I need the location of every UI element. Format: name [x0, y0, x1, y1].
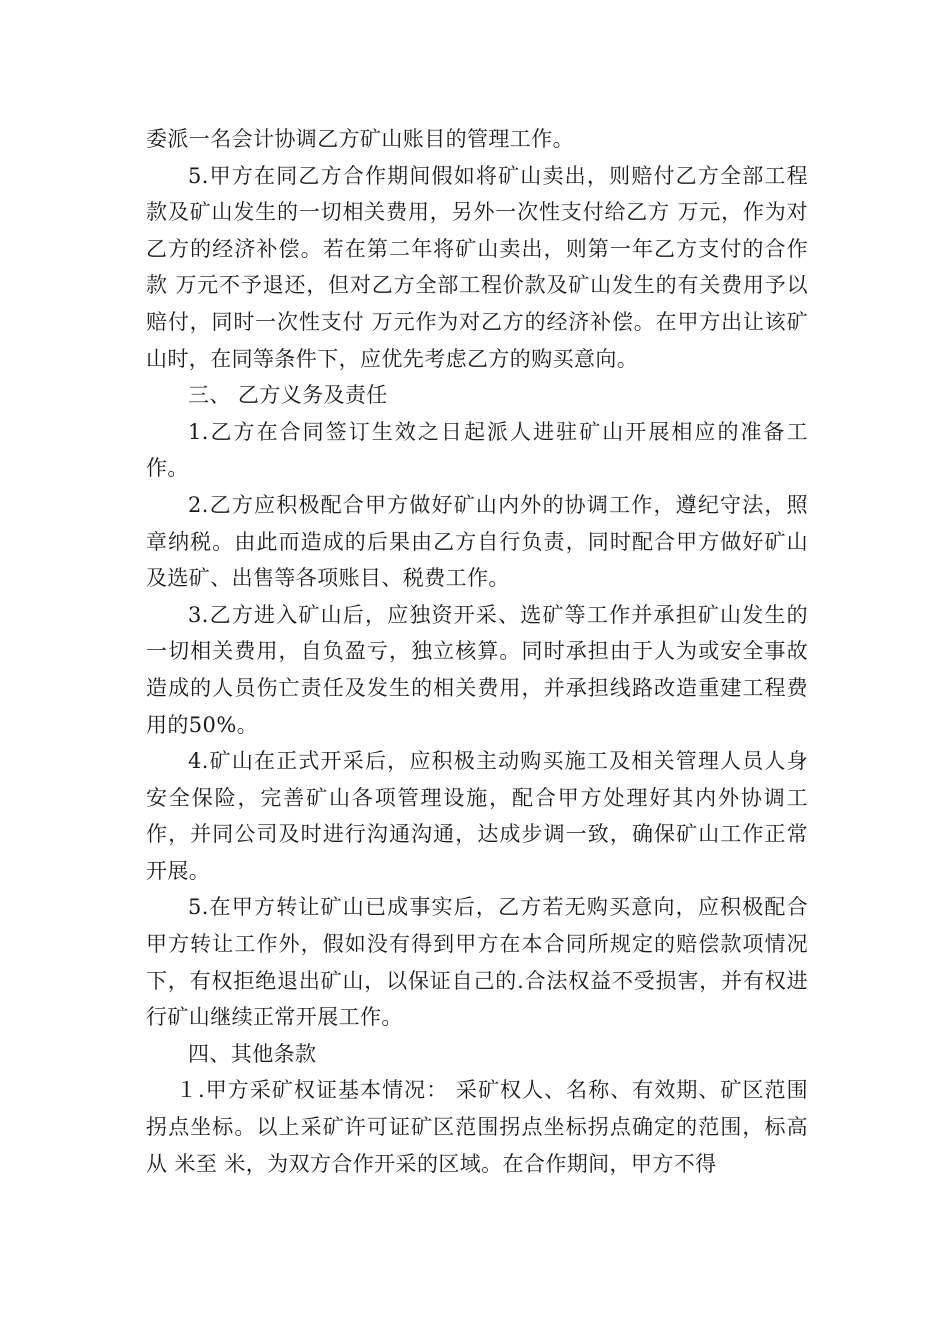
- clause-4-1: １.甲方采矿权证基本情况： 采矿权人、名称、有效期、矿区范围拐点坐标。以上采矿许可证矿区范围拐点坐标拐点确定的范围，标高从 米至 米，为双方合作开采的区域。在合作期间，甲方不得: [146, 1078, 808, 1176]
- clause-3-4: 4.矿山在正式开采后，应积极主动购买施工及相关管理人员人身安全保险，完善矿山各项管理设施，配合甲方处理好其内外协调工作，并同公司及时进行沟通沟通，达成步调一致，确保矿山工作正常开展。: [146, 749, 808, 883]
- document-body: [146, 121, 808, 1182]
- paragraph-continuation: 委派一名会计协调乙方矿山账目的管理工作。: [146, 127, 574, 151]
- section-heading-4: 四、其他条款: [188, 1041, 317, 1066]
- clause-3-2: 2.乙方应积极配合甲方做好矿山内外的协调工作，遵纪守法，照章纳税。由此而造成的后果由乙方自行负责，同时配合甲方做好矿山及选矿、出售等各项账目、税费工作。: [146, 492, 808, 591]
- clause-2-5: 5.甲方在同乙方合作期间假如将矿山卖出，则赔付乙方全部工程款及矿山发生的一切相关费用，另外一次性支付给乙方 万元，作为对乙方的经济补偿。若在第二年将矿山卖出，则第一年乙方支付的合作款 万元不予退还，但对乙方全部工程价款及矿山发生的有关费用予以赔付，同时一次性支付 万元作为对乙方的经济补偿。在甲方出让该矿山时，在同等条件下，应优先考虑乙方的购买意向。: [146, 163, 808, 371]
- clause-3-5: 5.在甲方转让矿山已成事实后，乙方若无购买意向，应积极配合甲方转让工作外，假如没有得到甲方在本合同所规定的赔偿款项情况下，有权拒绝退出矿山，以保证自己的.合法权益不受损害，并有权进行矿山继续正常开展工作。: [146, 895, 808, 1030]
- section-heading-3: 三、 乙方义务及责任: [188, 383, 388, 408]
- clause-3-3: 3.乙方进入矿山后，应独资开采、选矿等工作并承担矿山发生的一切相关费用，自负盈亏，独立核算。同时承担由于人为或安全事故造成的人员伤亡责任及发生的相关费用，并承担线路改造重建工程费用的50%。: [146, 602, 808, 737]
- clause-3-1: 1.乙方在合同签订生效之日起派人进驻矿山开展相应的准备工作。: [146, 419, 808, 481]
